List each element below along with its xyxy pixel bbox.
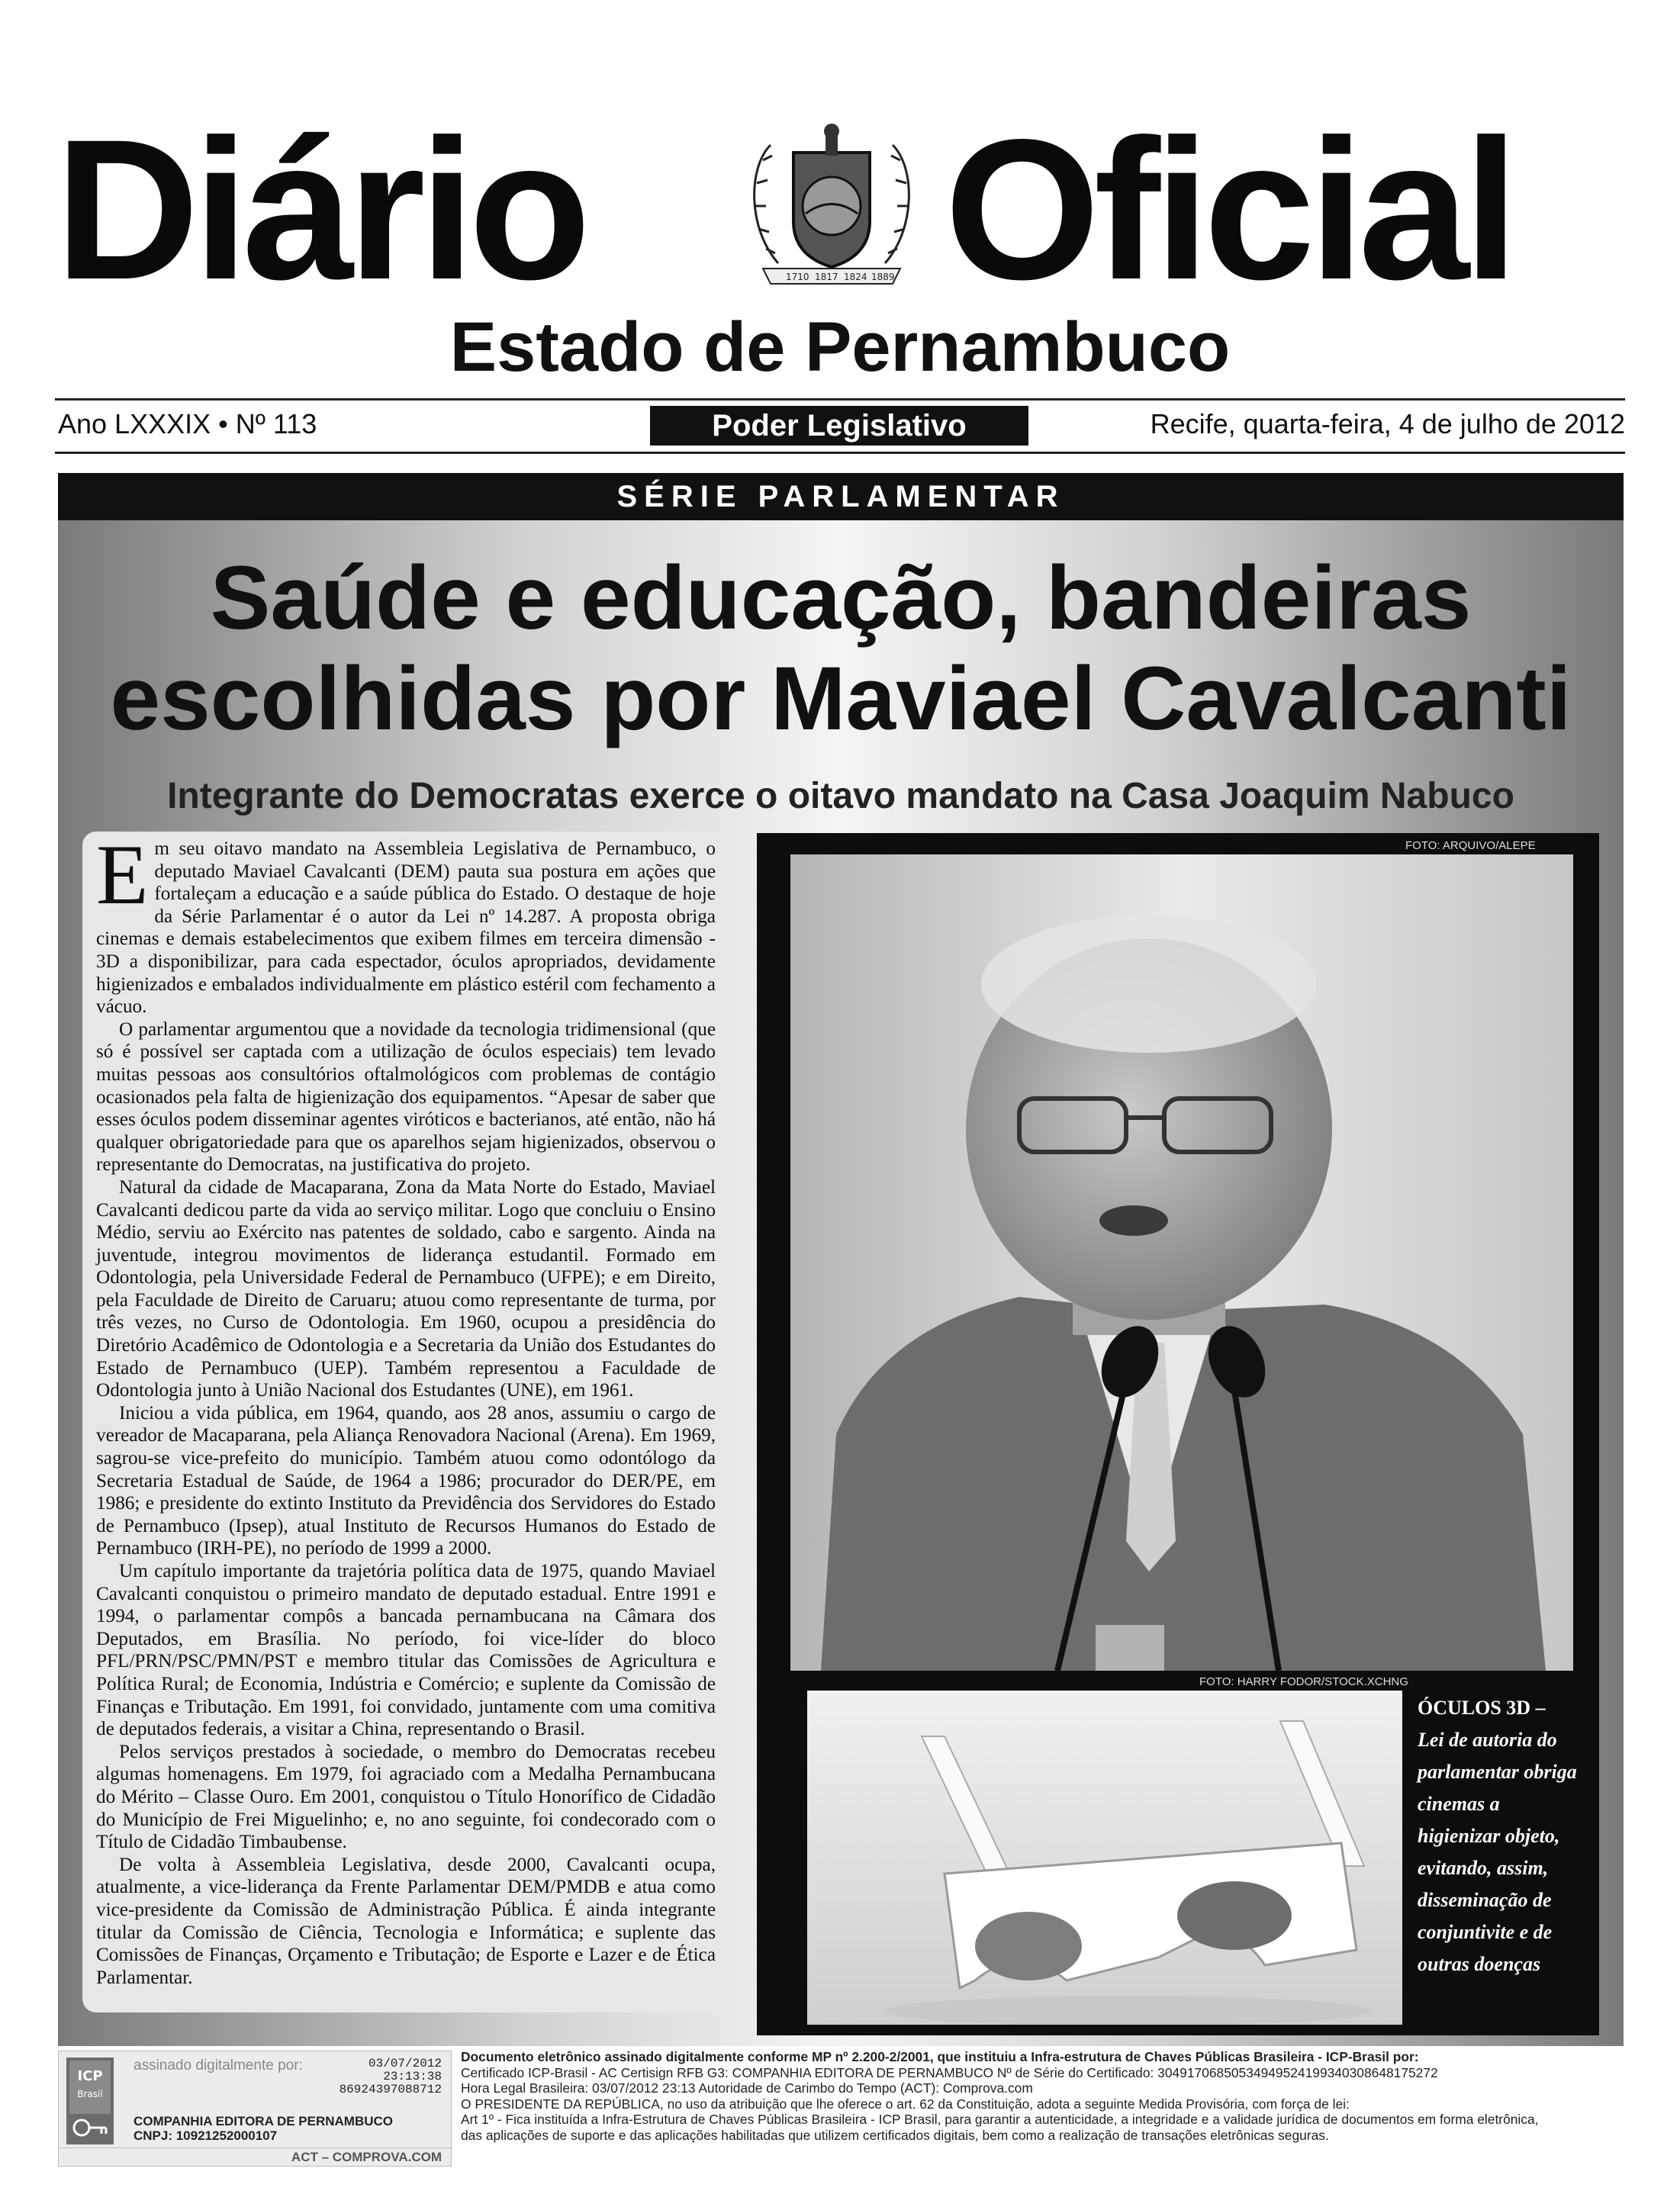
divider <box>55 398 1625 401</box>
signer-company: COMPANHIA EDITORA DE PERNAMBUCO CNPJ: 10921252000107 <box>134 2114 394 2143</box>
edition-number: Ano LXXXIX • Nº 113 <box>58 408 317 439</box>
publication-date: Recife, quarta-feira, 4 de julho de 2012 <box>1150 408 1625 439</box>
3d-glasses-photo <box>807 1691 1402 2025</box>
seal-year: 1824 <box>844 272 867 282</box>
digital-signature-box <box>58 2051 452 2167</box>
headline-line: escolhidas por Maviael Cavalcanti <box>110 648 1572 749</box>
section-label: Poder Legislativo <box>650 406 1028 446</box>
standfirst: Integrante do Democratas exerce o oitavo mandato na Casa Joaquim Nabuco <box>167 776 1514 816</box>
article-paragraph: Iniciou a vida pública, em 1964, quando, aos 28 anos, assumiu o cargo de vereador de Macaparana, pela Aliança Renovadora Nacional (Arena). Em 1969, sagrou-se vice-prefeito do município. Também atuou como odontólogo da Secretaria Estadual de Saúde, de 1964 a 1986; procurador do DER/PE, em 1986; e presidente do extinto Instituto da Previdência dos Servidores do Estado de Pernambuco (Ipsep), atual Instituto de Recursos Humanos do Estado de Pernambuco (IRH-PE), no período de 1999 a 2000. <box>96 1402 716 1559</box>
article-body <box>96 828 716 1989</box>
legal-line: Certificado ICP-Brasil - AC Certisign RFB G3: COMPANHIA EDITORA DE PERNAMBUCO Nº de Série do Certificado: 30491706850534949524199340308648175272 <box>461 2064 1438 2080</box>
legal-line: Documento eletrônico assinado digitalmente conforme MP nº 2.200-2/2001, que instituiu a Infra-estrutura de Chaves Públicas Brasileira - ICP-Brasil por: <box>461 2049 1419 2064</box>
photo-credit: FOTO: ARQUIVO/ALEPE <box>1405 839 1536 852</box>
legal-notice <box>461 2049 1636 2144</box>
article-paragraph: O parlamentar argumentou que a novidade da tecnologia tridimensional (que só é possível ser captada com a utilização de óculos especiais) tem levado muitas pessoas aos consultórios oftalmológicos com problemas de contágio ocasionados pela falta de higienização dos equipamentos. “Apesar de saber que esses óculos podem disseminar agentes viróticos e bacterianos, até então, não há qualquer obrigatoriedade para que os aparelhos sejam higienizados, observou o representante do Democratas, na justificativa do projeto. <box>96 1018 716 1176</box>
icp-brasil-logo-icon <box>66 2057 114 2144</box>
caption-text: Lei de autoria do parlamentar obriga cinemas a higienizar objeto, evitando, assim, disseminação de conjuntivite e de outras doenças <box>1418 1729 1577 1975</box>
photo-caption <box>1418 1692 1578 1980</box>
divider <box>55 452 1625 454</box>
headline-line: Saúde e educação, bandeiras <box>210 548 1472 648</box>
article-paragraph: Um capítulo importante da trajetória política data de 1975, quando Maviael Cavalcanti conquistou o primeiro mandato de deputado estadual. Entre 1991 e 1994, o parlamentar compôs a bancada pernambucana na Câmara dos Deputados, em Brasília. No período, foi vice-líder do bloco PFL/PRN/PSC/PMN/PST e membro titular das Comissões de Agricultura e Política Rural; de Economia, Indústria e Comércio; e suplente da Comissão de Finanças e Tributação. Em 1991, foi convidado, juntamente com uma comitiva de deputados federais, a visitar a China, representando o Brasil. <box>96 1561 716 1740</box>
legal-line: das aplicações de suporte e das aplicações habilitadas que utilizem certificados digitais, bem como a realização de transações eletrônicas seguras. <box>461 2127 1329 2143</box>
series-band: SÉRIE PARLAMENTAR <box>58 473 1624 520</box>
legal-line: Art 1º - Fica instituída a Infra-Estrutura de Chaves Públicas Brasileira - ICP Brasil, para garantir a autenticidade, a integridade e a validade jurídica de documentos em forma eletrônica, <box>461 2112 1539 2128</box>
masthead-word-oficial: Oficial <box>945 98 1513 321</box>
headline <box>61 548 1620 749</box>
drop-cap: E <box>96 828 149 922</box>
act-label: ACT – COMPROVA.COM <box>59 2148 452 2167</box>
article-paragraph: Pelos serviços prestados à sociedade, o membro do Democratas recebeu algumas homenagens. Em 1979, foi agraciado com a Medalha Pernambucana do Mérito – Classe Ouro. Em 2001, conquistou o Título Honorífico de Cidadão do Município de Frei Miguelinho; e, no ano seguinte, foi condecorado com o Título de Cidadão Timbaubense. <box>96 1741 716 1853</box>
photo-credit: FOTO: HARRY FODOR/STOCK.XCHNG <box>1199 1675 1408 1688</box>
article-paragraph: De volta à Assembleia Legislativa, desde 2000, Cavalcanti ocupa, atualmente, a vice-liderança da Frente Parlamentar DEM/PMDB e atua como vice-presidente da Comissão de Administração Pública. É ainda integrante titular da Comissão de Ciência, Tecnologia e Informática; e suplente das Comissões de Finanças, Orçamento e Tributação; de Esporte e Lazer e de Ética Parlamentar. <box>96 1854 716 1988</box>
legal-line: O PRESIDENTE DA REPÚBLICA, no uso da atribuição que lhe oferece o art. 62 da Constituição, adota a seguinte Medida Provisória, com força de lei: <box>461 2096 1350 2112</box>
seal-year: 1817 <box>815 272 838 282</box>
seal-year: 1710 <box>786 272 809 282</box>
article-paragraph: Em seu oitavo mandato na Assembleia Legislativa de Pernambuco, o deputado Maviael Cavalcanti (DEM) pauta sua postura em ações que fortaleçam a educação e a saúde pública do Estado. O destaque de hoje da Série Parlamentar é o autor da Lei nº 14.287. A proposta obriga cinemas e demais estabelecimentos que exibem filmes em terceira dimensão - 3D a disponibilizar, para cada espectador, óculos apropriados, devidamente higienizados e embalados individualmente em plástico estéril com fechamento a vácuo. <box>96 828 716 1018</box>
svg-text:ICP: ICP <box>77 2068 103 2084</box>
caption-heading: ÓCULOS 3D – <box>1418 1697 1546 1719</box>
masthead-subtitle: Estado de Pernambuco <box>449 308 1231 386</box>
deputy-speaking-photo <box>790 854 1573 1671</box>
seal-year: 1889 <box>871 272 895 282</box>
article-paragraph: Natural da cidade de Macaparana, Zona da Mata Norte do Estado, Maviael Cavalcanti dedicou parte da vida ao serviço militar. Logo que concluiu o Ensino Médio, serviu ao Exército nas patentes de soldado, cabo e sargento. Ainda na juventude, integrou movimentos de liderança estudantil. Formado em Odontologia, pela Universidade Federal de Pernambuco (UFPE); e em Direito, pela Faculdade de Direito de Caruaru; atuou como representante de turma, por três vezes, no Curso de Odontologia. Em 1960, ocupou a presidência do Diretório Acadêmico de Odontologia e a Secretaria da União dos Estudantes do Estado de Pernambuco (UEP). Também representou a Faculdade de Odontologia junto à União Nacional dos Estudantes (UNE), em 1961. <box>96 1176 716 1401</box>
signature-timestamp: 03/07/2012 23:13:38 86924397088712 <box>339 2057 442 2096</box>
coat-of-arms-icon <box>732 122 931 298</box>
svg-text:Brasil: Brasil <box>77 2089 103 2099</box>
signed-by-label: assinado digitalmente por: <box>134 2057 303 2074</box>
masthead-word-diario: Diário <box>55 98 585 321</box>
legal-line: Hora Legal Brasileira: 03/07/2012 23:13 Autoridade de Carimbo do Tempo (ACT): Comprova.com <box>461 2080 1033 2096</box>
